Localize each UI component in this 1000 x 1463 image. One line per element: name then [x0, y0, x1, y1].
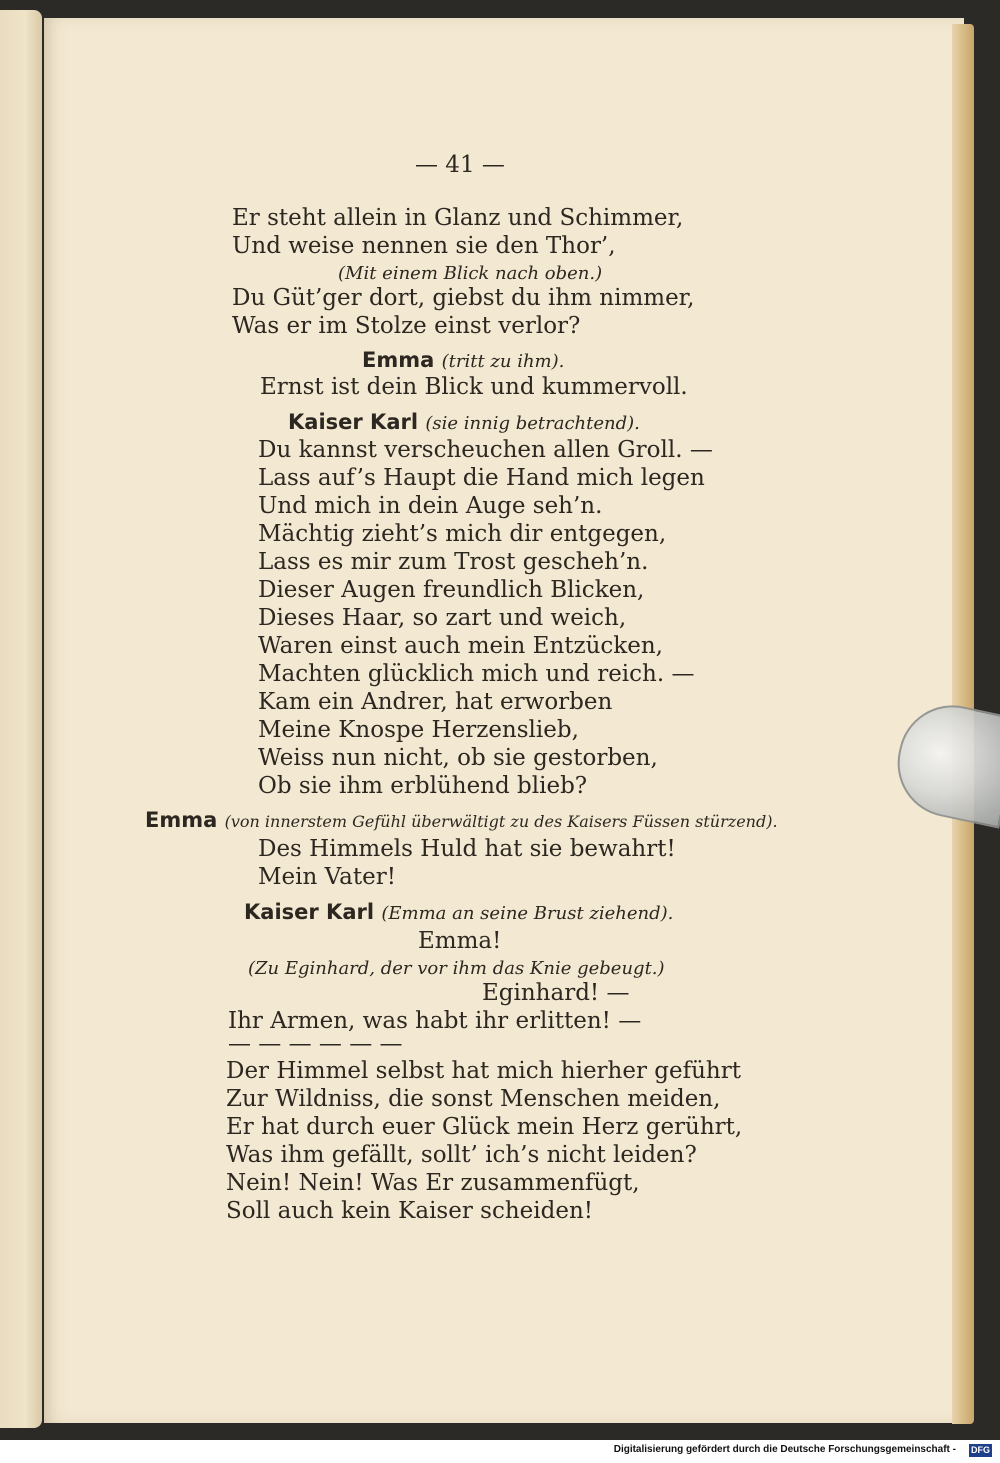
verse-line: Zur Wildniss, die sonst Menschen meiden, — [226, 1086, 721, 1112]
verse-line: Waren einst auch mein Entzücken, — [258, 633, 663, 659]
stage-direction: (tritt zu ihm). — [441, 351, 565, 372]
speaker-name: Emma — [362, 348, 435, 372]
verse-line: Du kannst verscheuchen allen Groll. — — [258, 437, 713, 463]
stage-direction: (sie innig betrachtend). — [425, 413, 640, 434]
page-number: — 41 — — [415, 152, 505, 178]
stage-direction: (Emma an seine Brust ziehend). — [381, 903, 674, 924]
stage-direction: (Mit einem Blick nach oben.) — [338, 263, 603, 284]
speaker-name: Kaiser Karl — [244, 900, 375, 924]
dfg-logo: DFG — [971, 1445, 990, 1455]
funding-note: Digitalisierung gefördert durch die Deutsche Forschungsgemeinschaft - — [613, 1444, 956, 1455]
speaker-name: Emma — [145, 808, 218, 832]
verse-line: Nein! Nein! Was Er zusammenfügt, — [226, 1170, 640, 1196]
verse-line: Lass auf’s Haupt die Hand mich legen — [258, 465, 705, 491]
verse-line: Mächtig zieht’s mich dir entgegen, — [258, 521, 667, 547]
verse-line: Machten glücklich mich und reich. — — [258, 661, 695, 687]
verse-line: Ob sie ihm erblühend blieb? — [258, 773, 588, 799]
verse-line: Er steht allein in Glanz und Schimmer, — [232, 205, 684, 231]
verse-line: Ihr Armen, was habt ihr erlitten! — — [228, 1008, 642, 1034]
left-page-edge — [0, 10, 42, 1428]
verse-line: Was er im Stolze einst verlor? — [232, 313, 581, 339]
speaker-heading — [362, 346, 564, 376]
verse-line: Und mich in dein Auge seh’n. — [258, 493, 603, 519]
stage-direction: (Zu Eginhard, der vor ihm das Knie gebeugt.) — [248, 958, 665, 979]
verse-line: Weiss nun nicht, ob sie gestorben, — [258, 745, 658, 771]
speaker-name: Kaiser Karl — [288, 410, 419, 434]
verse-line: Lass es mir zum Trost gescheh’n. — [258, 549, 649, 575]
verse-line: Soll auch kein Kaiser scheiden! — [226, 1198, 594, 1224]
verse-line: Er hat durch euer Glück mein Herz gerührt, — [226, 1114, 743, 1140]
funding-footer — [0, 1440, 1000, 1463]
stage-direction: (von innerstem Gefühl überwältigt zu des Kaisers Füssen stürzend). — [224, 812, 778, 831]
speaker-heading — [244, 898, 673, 928]
verse-line: Des Himmels Huld hat sie bewahrt! — [258, 836, 676, 862]
verse-line: Du Güt’ger dort, giebst du ihm nimmer, — [232, 285, 695, 311]
verse-line: Was ihm gefällt, sollt’ ich’s nicht leiden? — [226, 1142, 697, 1168]
verse-line: Dieses Haar, so zart und weich, — [258, 605, 627, 631]
speaker-heading — [145, 806, 778, 836]
verse-line: Dieser Augen freundlich Blicken, — [258, 577, 645, 603]
verse-line: Emma! — [418, 928, 502, 954]
verse-line: Meine Knospe Herzenslieb, — [258, 717, 579, 743]
verse-line: Eginhard! — — [482, 980, 630, 1006]
verse-line: Mein Vater! — [258, 864, 396, 890]
verse-line: Der Himmel selbst hat mich hierher geführt — [226, 1058, 741, 1084]
verse-line: Und weise nennen sie den Thor’, — [232, 233, 616, 259]
speaker-heading — [288, 408, 640, 438]
verse-line: Ernst ist dein Blick und kummervoll. — [260, 374, 688, 400]
verse-line: Kam ein Andrer, hat erworben — [258, 689, 613, 715]
section-divider: — — — — — — — [228, 1031, 403, 1057]
